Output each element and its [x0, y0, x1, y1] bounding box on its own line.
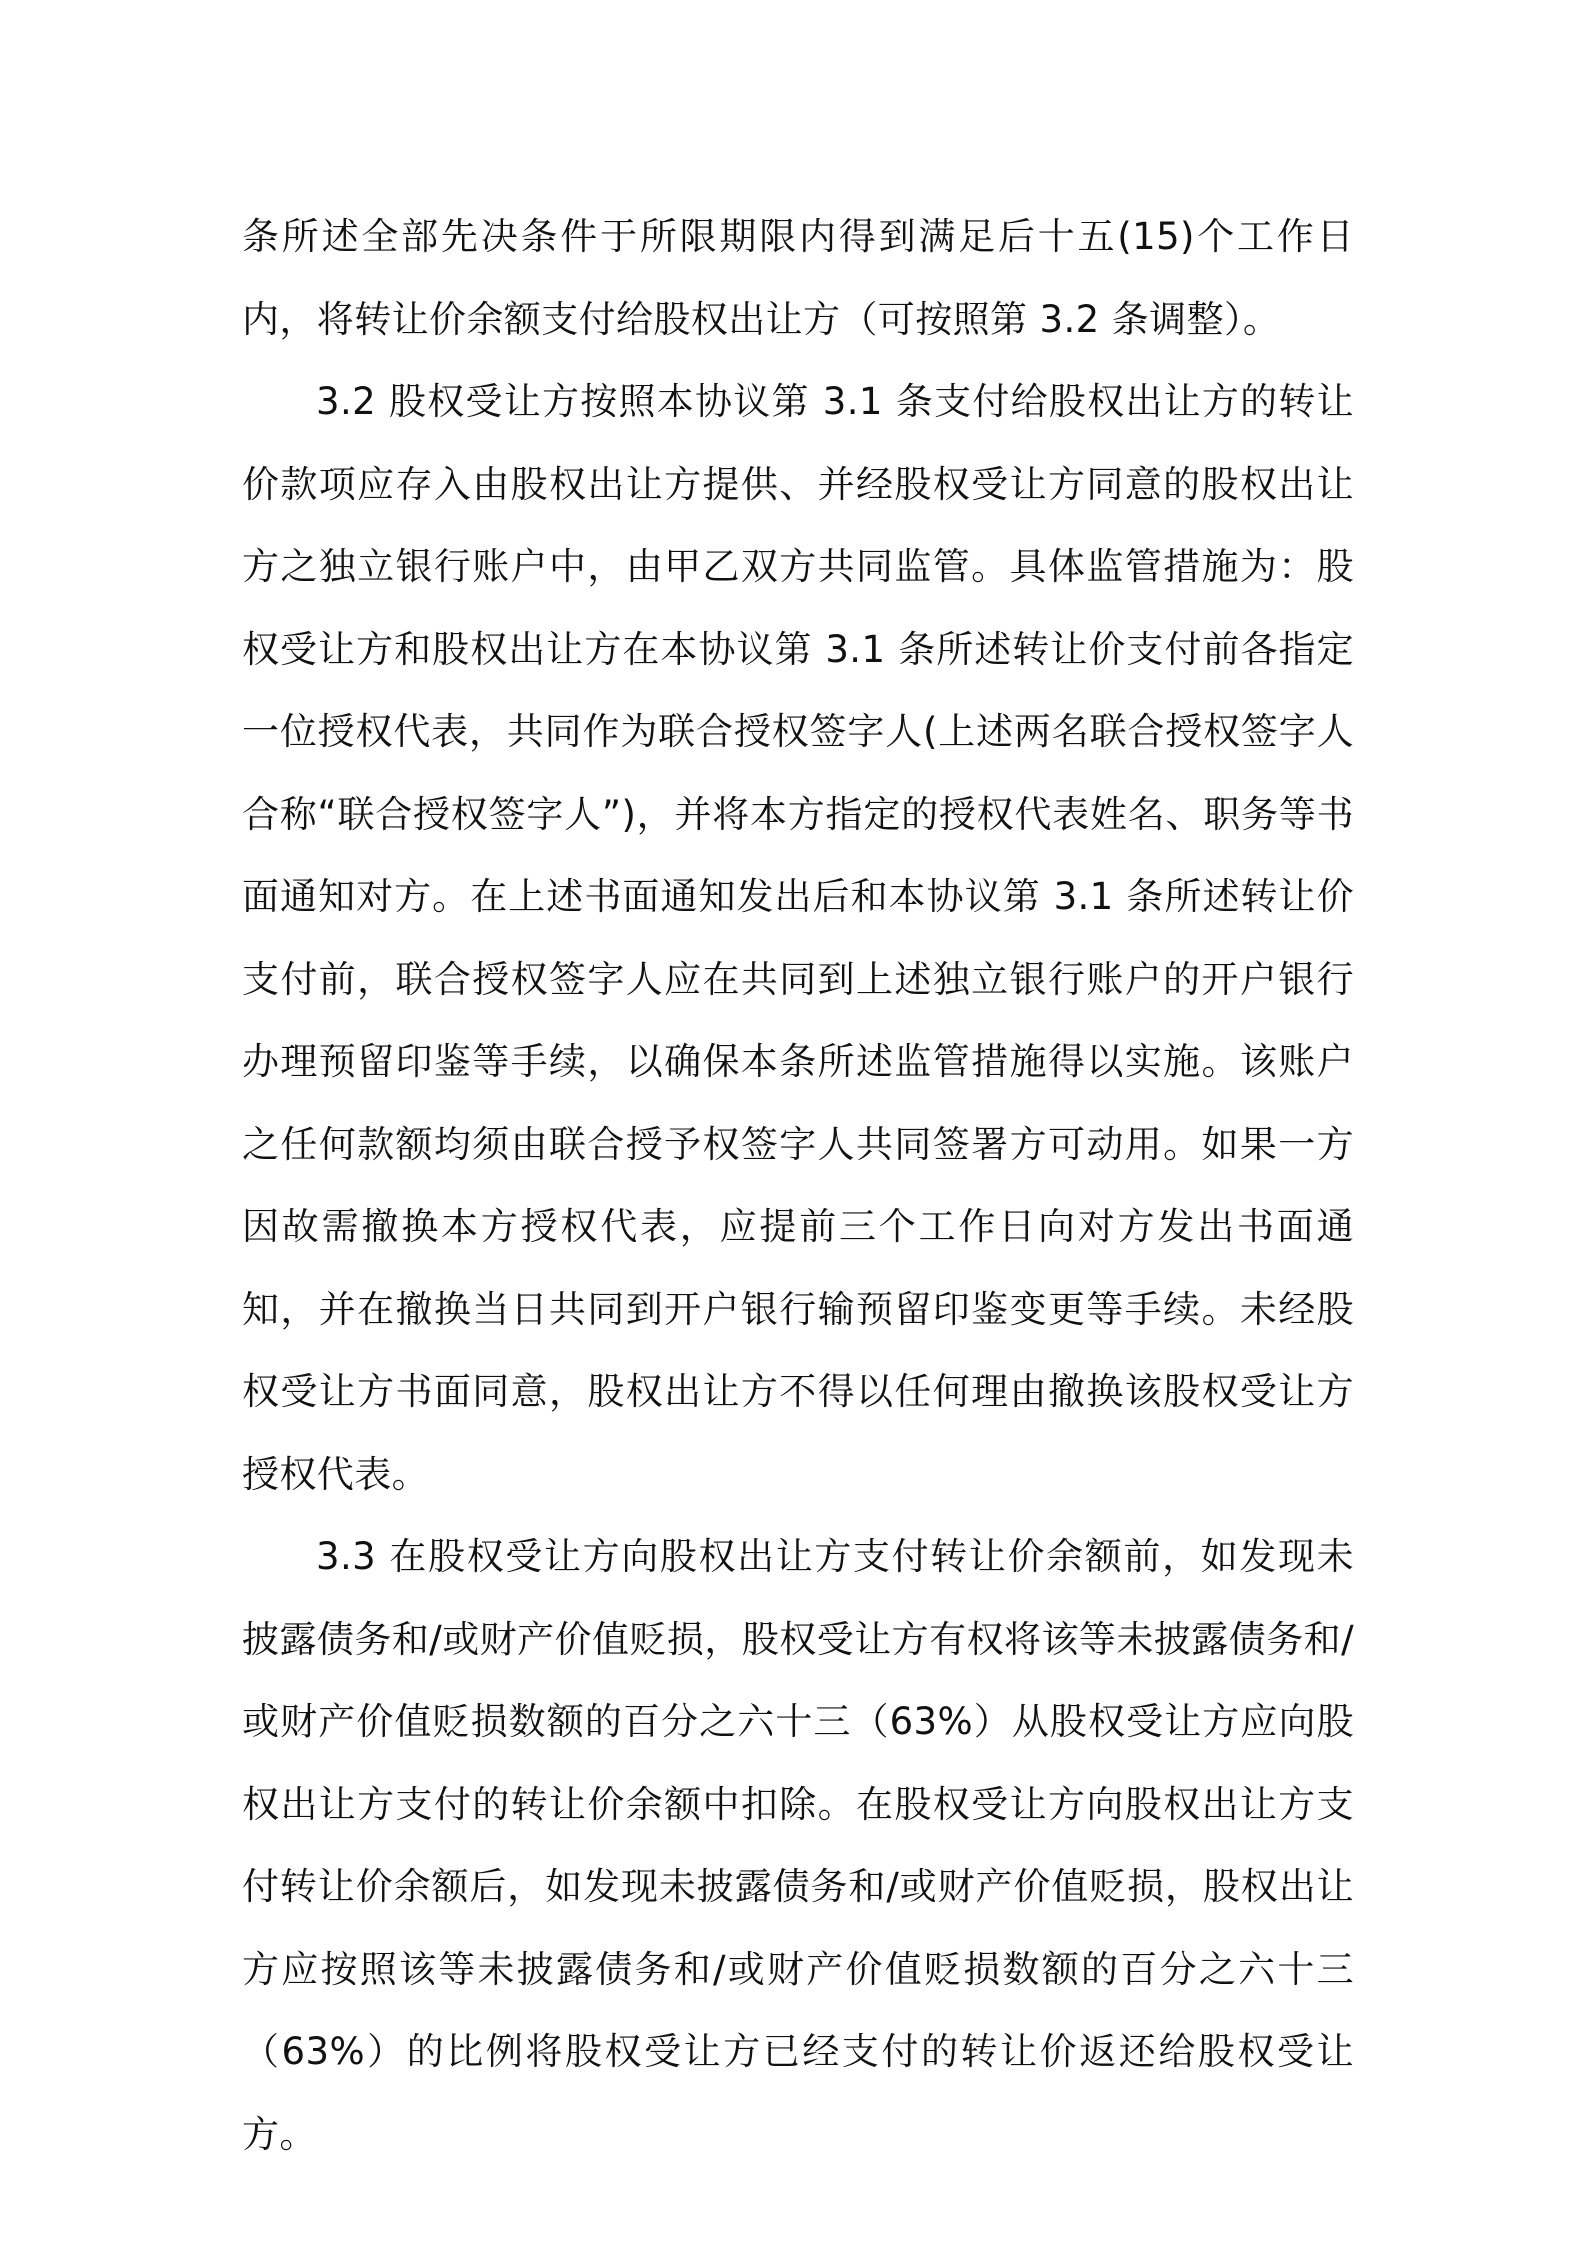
paragraph-continuation: 条所述全部先决条件于所限期限内得到满足后十五(15)个工作日内，将转让价余额支付给股权出让方（可按照第 3.2 条调整）。	[242, 215, 1354, 341]
paragraph-clause-3-2: 3.2 股权受让方按照本协议第 3.1 条支付给股权出让方的转让价款项应存入由股权出让方提供、并经股权受让方同意的股权出让方之独立银行账户中，由甲乙双方共同监管。具体监管措施为：股权受让方和股权出让方在本协议第 3.1 条所述转让价支付前各指定一位授权代表，共同作为联合授权签字人(上述两名联合授权签字人合称“联合授权签字人”)，并将本方指定的授权代表姓名、职务等书面通知对方。在上述书面通知发出后和本协议第 3.1 条所述转让价支付前，联合授权签字人应在共同到上述独立银行账户的开户银行办理预留印鉴等手续，以确保本条所述监管措施得以实施。该账户之任何款额均须由联合授予权签字人共同签署方可动用。如果一方因故需撤换本方授权代表，应提前三个工作日向对方发出书面通知，并在撤换当日共同到开户银行输预留印鉴变更等手续。未经股权受让方书面同意，股权出让方不得以任何理由撤换该股权受让方授权代表。	[242, 380, 1354, 1496]
paragraph-clause-3-3: 3.3 在股权受让方向股权出让方支付转让价余额前，如发现未披露债务和/或财产价值贬损，股权受让方有权将该等未披露债务和/或财产价值贬损数额的百分之六十三（63%）从股权受让方应向股权出让方支付的转让价余额中扣除。在股权受让方向股权出让方支付转让价余额后，如发现未披露债务和/或财产价值贬损，股权出让方应按照该等未披露债务和/或财产价值贬损数额的百分之六十三（63%）的比例将股权受让方已经支付的转让价返还给股权受让方。	[242, 1535, 1354, 2156]
document-body	[242, 196, 1354, 2176]
